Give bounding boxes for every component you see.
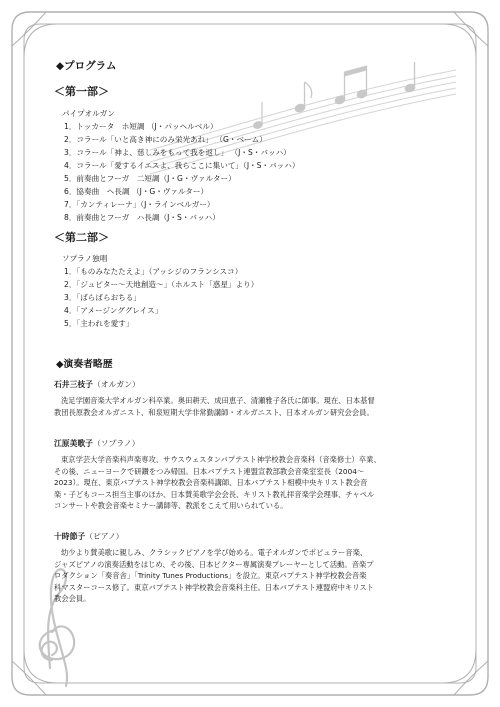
list-item: 2．「ジュピター～天地創造～」（ホルスト「惑星」より） (64, 280, 259, 289)
performer-name-organ (54, 381, 140, 389)
performer-name: 石井三枝子 (54, 380, 93, 389)
list-item: 1．トッカータ ホ短調 （J・パッヘルベル） (64, 122, 218, 131)
part2-subtitle: ソプラノ独唱 (62, 254, 108, 263)
list-item: 8．前奏曲とフーガ ハ長調（J・S・バッハ） (64, 213, 220, 222)
list-item: 4．コラール「愛するイエスよ、我らここに集いて」（J・S・バッハ） (64, 161, 300, 170)
performer-name-piano (54, 533, 124, 541)
performer-bio-soprano: 東京学芸大学音楽科声楽専攻、サウスウェスタンバプテスト神学校教会音楽科（音楽修士）卒業、 その後、ニューヨークで研鑽をつみ帰国。日本バプテスト連盟宣教部教会音楽室室長（2004～ 2023）。現在、東京バプテスト神学校教会音楽科講師、日本バプテスト相模中央キリスト教会音 楽・子どもコース担当主事のほか、日本賛美歌学会会長、キリスト教礼拝音楽学会理事、チャペル コンサートや教会音楽セミナー講師等、教派をこえて用いられている。 (54, 455, 381, 511)
part1-title: ＜第一部＞ (54, 85, 109, 98)
part2-title: ＜第二部＞ (54, 231, 109, 244)
performer-name: 十時節子 (54, 532, 86, 541)
performers-heading: ◆演奏者略歴 (56, 359, 113, 370)
list-item: 5．前奏曲とフーガ 二短調（J・G・ヴァルター） (64, 174, 236, 183)
list-item: 4．「アメージンググレイス」 (64, 306, 163, 315)
list-item: 1．「ものみなたたえよ」（アッシジのフランシスコ） (64, 267, 243, 276)
performer-role: （ソプラノ） (92, 439, 140, 448)
program-heading: ◆プログラム (56, 60, 117, 72)
performer-name-soprano (54, 440, 140, 448)
list-item: 5．「主われを愛す」 (64, 319, 134, 328)
performer-role: （ピアノ） (85, 532, 124, 541)
performer-bio-organ: 洗足学園音楽大学オルガン科卒業。奥田耕天、成田恵子、清瀬雅子各氏に師事。現在、日本基督 教団長原教会オルガニスト、和泉短期大学非常勤講師・オルガニスト、日本オルガン研究会会員。 (54, 396, 375, 417)
list-item: 3．コラール「神よ、慈しみをもって我を返し」 （J・S・バッハ） (64, 148, 291, 157)
performer-bio-piano: 幼少より賛美歌に親しみ、クラシックピアノを学び始める。電子オルガンでポピュラー音楽、 ジャズピアノの演奏活動をはじめ、その後、日本ビクター専属演奏プレーヤーとして活動。音楽プ ロダクション「奏音舎」「Trinity Tunes Productions」を設立。東京バプテスト神学校教会音楽 科マスターコース修了。東京バプテスト神学校教会音楽科主任。日本バプテスト連盟府中キリスト 教会会員。 (54, 548, 374, 604)
list-item: 2．コラール「いと高き神にのみ栄光あれ」 （G・ベーム） (64, 135, 267, 144)
list-item: 6．協奏曲 ヘ長調 （J・G・ヴァルター） (64, 187, 209, 196)
list-item: 3．「ばらばらおちる」 (64, 293, 141, 302)
performer-role: （オルガン） (92, 380, 140, 389)
part1-subtitle: パイプオルガン (62, 109, 115, 118)
list-item: 7．「カンティレーナ」（J・ラインベルガー） (64, 200, 215, 209)
performer-name: 江原美歌子 (54, 439, 93, 448)
